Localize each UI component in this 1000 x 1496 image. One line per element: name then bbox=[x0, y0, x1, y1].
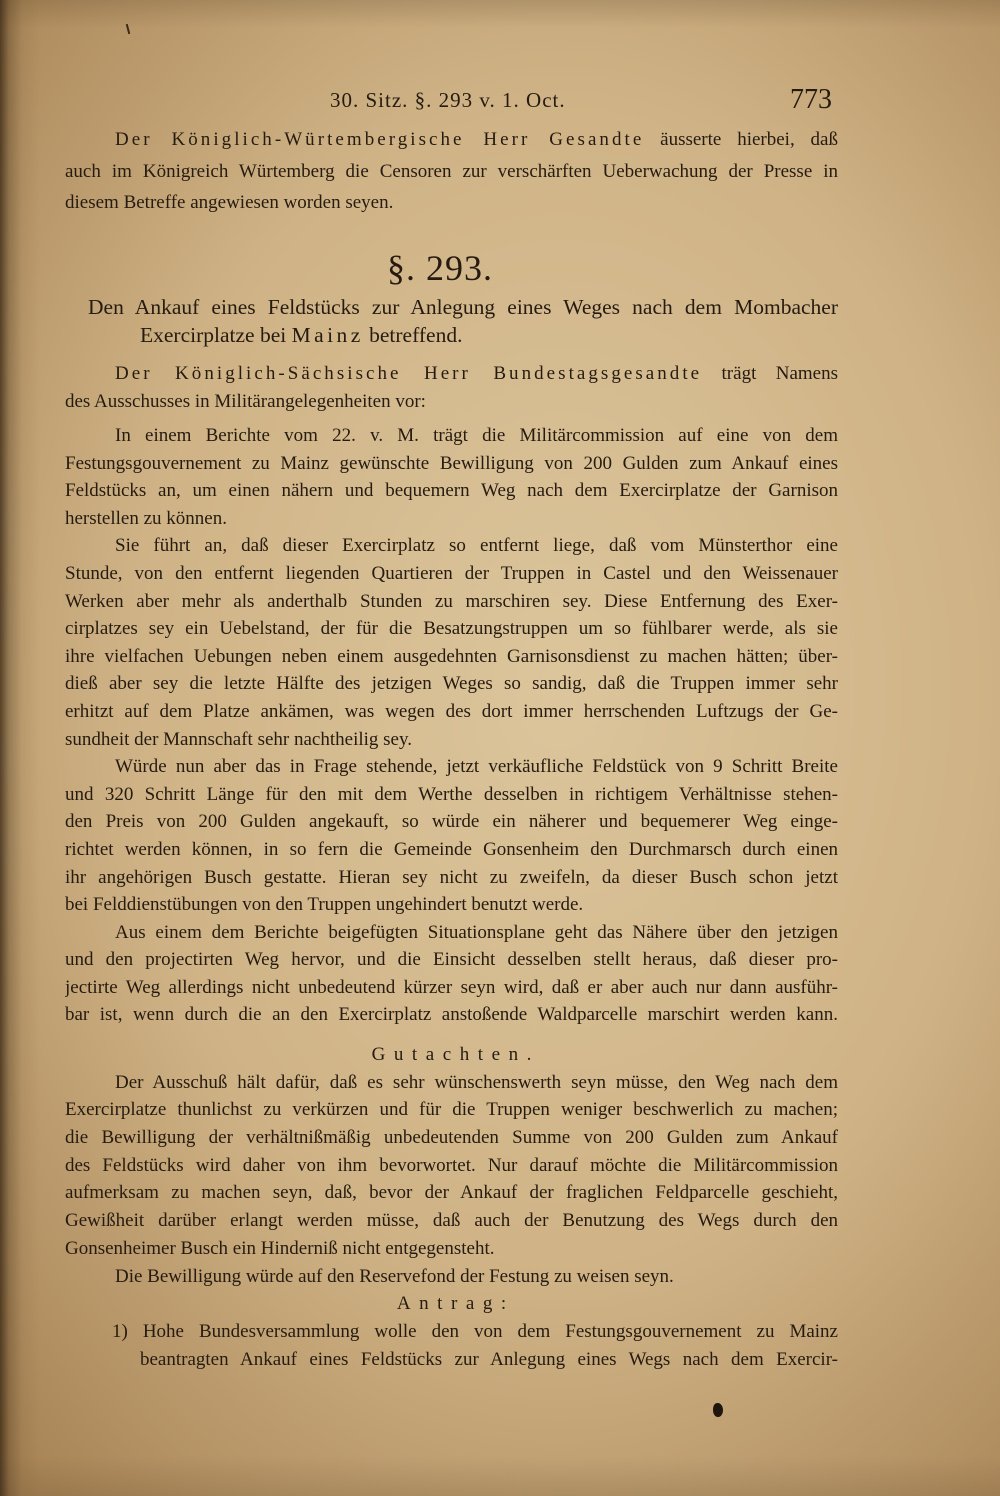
text-line: dieß aber sey die letzte Hälfte des jetzigen Weges so sandig, daß die Truppen immer sehr bbox=[65, 673, 838, 695]
motion-section bbox=[65, 1290, 838, 1373]
text-line: Der Ausschuß hält dafür, daß es sehr wünschenswerth seyn müsse, den Weg nach dem bbox=[115, 1071, 838, 1093]
text-line: bar ist, wenn durch die an den Exercirplatz anstoßende Waldparcelle marschirt werden kann. bbox=[65, 1004, 838, 1026]
previous-item-paragraph bbox=[65, 124, 838, 219]
text-line bbox=[65, 360, 838, 388]
text-line: ihr angehörigen Busch gestatte. Hieran sey nicht zu zweifeln, da dieser Busch schon jetzt bbox=[65, 866, 838, 888]
text-line: Gewißheit darüber erlangt werden müsse, daß auch der Benutzung des Wegs durch den bbox=[65, 1210, 838, 1232]
text-line: und 320 Schritt Länge für den mit dem Werthe desselben in richtigem Verhältnisse stehen- bbox=[65, 783, 838, 805]
paragraph bbox=[65, 532, 838, 753]
text-line: herstellen zu können. bbox=[65, 507, 227, 529]
text-line bbox=[65, 1318, 838, 1346]
text-line: Würde nun aber das in Frage stehende, jetzt verkäufliche Feldstück von 9 Schritt Breite bbox=[115, 756, 838, 778]
opinion-section bbox=[65, 1041, 838, 1290]
text-line: richtet werden können, in so fern die Gemeinde Gonsenheim den Durchmarsch durch einen bbox=[65, 838, 838, 860]
text-line: bei Felddienstübungen von den Truppen ungehindert benutzt werde. bbox=[65, 894, 584, 916]
text-line: erhitzt auf dem Platze ankämen, was wegen des dort immer herrschenden Luftzugs der Ge- bbox=[65, 700, 838, 722]
title-line: Den Ankauf eines Feldstücks zur Anlegung eines Weges nach dem Mombacher bbox=[88, 295, 838, 319]
text-line: Sie führt an, daß dieser Exercirplatz so entfernt liege, daß vom Münsterthor eine bbox=[115, 535, 838, 557]
text-line bbox=[65, 124, 838, 156]
page-number: 773 bbox=[790, 84, 832, 115]
text-line: aufmerksam zu machen seyn, daß, bevor der Ankauf der fraglichen Feldparcelle geschieht, bbox=[65, 1182, 838, 1204]
text-line: des Ausschusses in Militärangelegenheiten vor: bbox=[65, 390, 426, 412]
text-line: auch im Königreich Würtemberg die Censoren zur verschärften Ueberwachung der Presse in bbox=[65, 160, 838, 182]
text-line: beantragten Ankauf eines Feldstücks zur Anlegung eines Wegs nach dem Exercir- bbox=[140, 1348, 838, 1370]
text-line: Gonsenheimer Busch ein Hinderniß nicht entgegensteht. bbox=[65, 1237, 495, 1259]
text-line: cirplatzes sey ein Uebelstand, der für die Besatzungstruppen um so fühlbarer werde, als sie bbox=[65, 618, 838, 640]
motion-item-number: 1) bbox=[112, 1320, 128, 1342]
text-segment: betreffend. bbox=[369, 322, 463, 347]
paragraph bbox=[65, 753, 838, 919]
text-segment: Hohe Bundesversammlung wolle den von dem Festungsgouvernement zu Mainz bbox=[142, 1320, 838, 1342]
text-line: und den projectirten Weg hervor, und die Einsicht desselben stellt heraus, daß dieser pro- bbox=[65, 949, 838, 971]
text-segment: äusserte hierbei, daß bbox=[660, 129, 838, 150]
opinion-heading: Gutachten. bbox=[371, 1044, 540, 1065]
motion-item bbox=[65, 1318, 838, 1373]
title-line bbox=[65, 322, 838, 350]
text-line: des Feldstücks wird daher von ihm bevorwortet. Nur darauf möchte die Militärcommission bbox=[65, 1154, 838, 1176]
text-line: ihre vielfachen Uebungen neben einem ausgedehnten Garnisonsdienst zu machen hätten; über- bbox=[65, 645, 838, 667]
presentation-paragraph bbox=[65, 360, 838, 415]
motion-heading: Antrag: bbox=[396, 1293, 515, 1315]
paragraph bbox=[65, 1069, 838, 1263]
text-line: Feldstücks an, um einen nähern und bequemern Weg nach dem Exercirplatze der Garnison bbox=[65, 480, 838, 502]
text-line: diesem Betreffe angewiesen worden seyen. bbox=[65, 192, 394, 213]
text-line: sundheit der Mannschaft sehr nachtheilig sey. bbox=[65, 728, 413, 750]
running-header bbox=[0, 86, 1000, 114]
speaker-name: Der Königlich-Sächsische Herr Bundestagsgesandte bbox=[115, 363, 703, 384]
report-body bbox=[65, 422, 838, 1029]
ink-blot bbox=[713, 1403, 723, 1417]
text-line: In einem Berichte vom 22. v. M. trägt die Militärcommission auf eine von dem bbox=[115, 425, 838, 446]
section-title bbox=[65, 294, 838, 349]
text-segment: Exercirplatze bei bbox=[140, 322, 287, 347]
text-line: Die Bewilligung würde auf den Reservefond der Festung zu weisen seyn. bbox=[115, 1265, 674, 1287]
paragraph bbox=[65, 919, 838, 1029]
running-title: 30. Sitz. §. 293 v. 1. Oct. bbox=[330, 88, 566, 112]
place-name: Mainz bbox=[291, 322, 364, 347]
paragraph bbox=[65, 1263, 838, 1291]
text-segment: trägt Namens bbox=[721, 363, 838, 384]
text-line: jectirte Weg allerdings nicht unbedeutend kürzer seyn wird, daß er aber auch nur dann ausführ- bbox=[65, 976, 838, 998]
speaker-name: Der Königlich-Würtembergische Herr Gesandte bbox=[115, 129, 645, 150]
stray-ink-mark bbox=[126, 24, 131, 34]
paragraph bbox=[65, 422, 838, 532]
text-line: den Preis von 200 Gulden angekauft, so würde ein näherer und bequemerer Weg einge- bbox=[65, 811, 838, 833]
text-line: die Bewilligung der verhältnißmäßig unbedeutenden Summe von 200 Gulden zum Ankauf bbox=[65, 1127, 838, 1149]
text-line: Stunde, von den entfernt liegenden Quartieren der Truppen in Castel und den Weissenauer bbox=[65, 562, 838, 584]
text-line: Aus einem dem Berichte beigefügten Situationsplane geht das Nähere über den jetzigen bbox=[115, 921, 838, 943]
text-line: Exercirplatze thunlichst zu verkürzen und für die Truppen weniger beschwerlich zu machen; bbox=[65, 1099, 838, 1121]
section-number: §. 293. bbox=[387, 248, 493, 288]
text-line: Festungsgouvernement zu Mainz gewünschte Bewilligung von 200 Gulden zum Ankauf eines bbox=[65, 452, 838, 474]
text-line: Werken aber mehr als anderthalb Stunden zu marschiren sey. Diese Entfernung des Exer- bbox=[65, 590, 838, 612]
